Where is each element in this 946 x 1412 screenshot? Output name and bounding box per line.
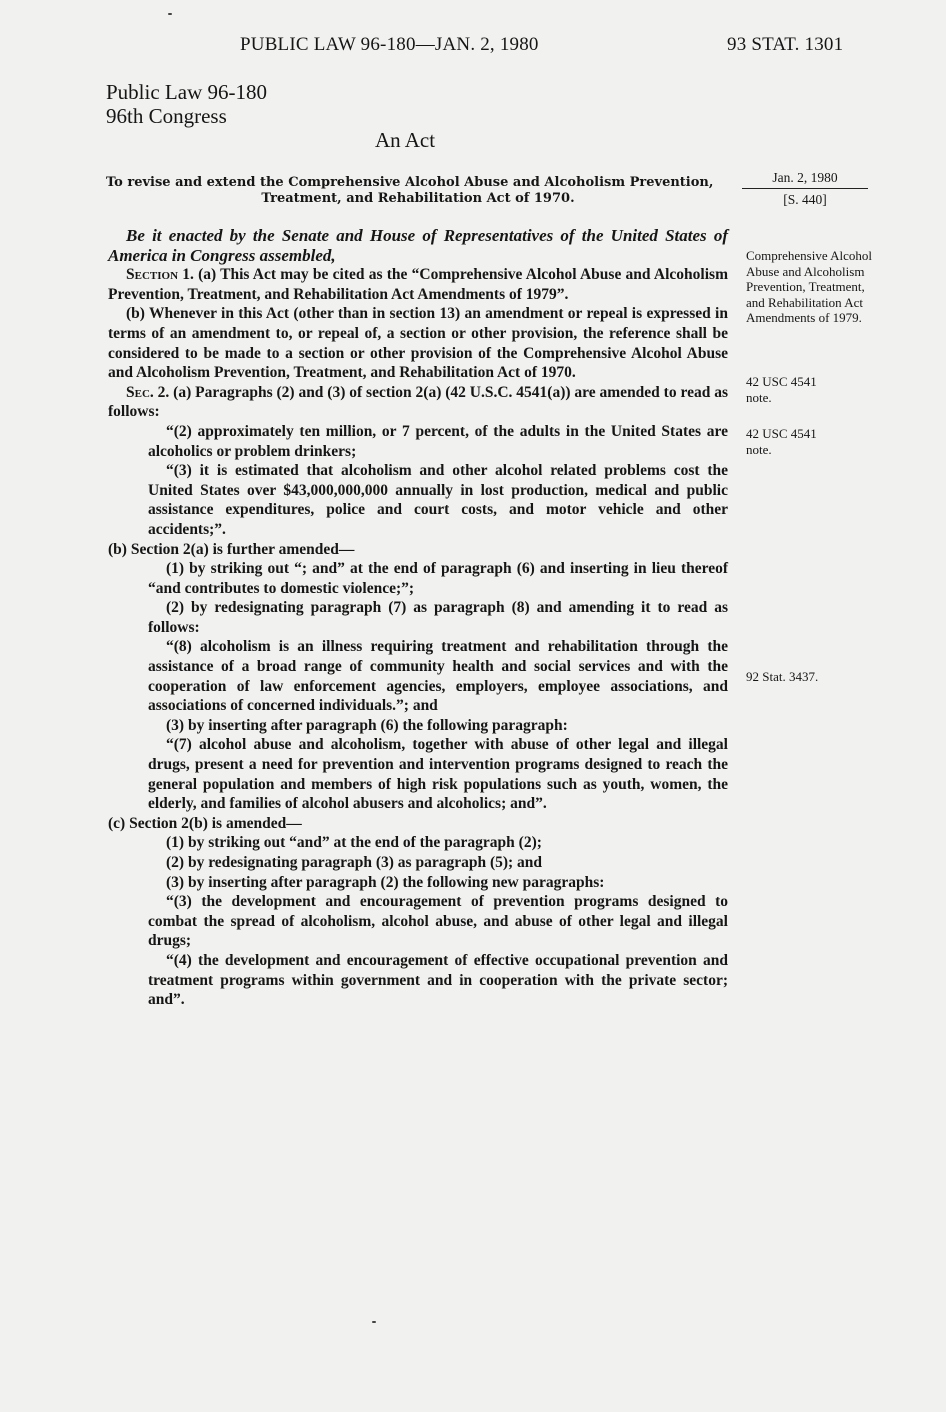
scan-speck [372, 1321, 376, 1323]
margin-note-usc-2-line-1: 42 USC 4541 [746, 426, 817, 441]
margin-note-usc-2 [746, 426, 886, 457]
section-1-label: Section 1. [126, 266, 194, 284]
section-1a-text: (a) This Act may be cited as the “Comprehensive Alcohol Abuse and Alcoholism Prevention, Treatment, and Rehabilitation Act Amendments of 1979”. [108, 266, 728, 303]
running-header: PUBLIC LAW 96-180—JAN. 2, 1980 [240, 34, 539, 55]
public-law-number: Public Law 96-180 [106, 80, 267, 104]
enactment-date-box [742, 170, 868, 208]
section-2a-text: (a) Paragraphs (2) and (3) of section 2(a) (42 U.S.C. 4541(a)) are amended to read as follows: [108, 383, 728, 421]
congress-number: 96th Congress [106, 104, 227, 128]
new-paragraph-4: “(4) the development and encouragement of effective occupational prevention and treatment programs within government and in cooperation with the private sector; and”. [148, 951, 728, 1009]
scan-speck [168, 13, 172, 15]
purpose-line-1: To revise and extend the Comprehensive Alcohol Abuse and Alcoholism Prevention, [106, 175, 714, 190]
section-2c: (c) Section 2(b) is amended— [108, 814, 302, 832]
section-1a [108, 265, 728, 304]
section-2b: (b) Section 2(a) is further amended— [108, 540, 355, 558]
section-1b: (b) Whenever in this Act (other than in section 13) an amendment or repeal is expressed in terms of an amendment to, or repeal of, a section or other provision, the reference shall be considered to be made to a section or other provision of the Comprehensive Alcohol Abuse and Alcoholism Prevention, Treatment, and Rehabilitation Act of 1970. [108, 305, 728, 382]
new-paragraph-3: “(3) the development and encouragement of prevention programs designed to combat the spread of alcoholism, alcohol abuse, and abuse of other legal and illegal drugs; [148, 893, 728, 950]
act-heading: An Act [375, 128, 436, 152]
section-2c-item-2: (2) by redesignating paragraph (3) as paragraph (5); and [166, 854, 543, 871]
margin-note-usc-1-line-2: note. [746, 389, 772, 405]
section-2c-item-1: (1) by striking out “and” at the end of the paragraph (2); [166, 834, 542, 852]
margin-note-stat-reference: 92 Stat. 3437. [746, 669, 819, 684]
quoted-paragraph-2: “(2) approximately ten million, or 7 percent, of the adults in the United States are alcoholics or problem drinkers; [148, 422, 728, 460]
section-2b-item-1: (1) by striking out “; and” at the end of paragraph (6) and inserting in lieu thereof “and contributes to domestic violence;”; [148, 560, 728, 597]
section-2b-item-2: (2) by redesignating paragraph (7) as paragraph (8) and amending it to read as follows: [148, 599, 728, 636]
purpose-line-2: Treatment, and Rehabilitation Act of 1970. [261, 191, 575, 206]
quoted-paragraph-3: “(3) it is estimated that alcoholism and other alcohol related problems cost the United States over $43,000,000,000 annually in lost production, medical and public assistance expenditures, police and court costs, and motor vehicle and other accidents;”. [148, 462, 728, 538]
enacting-clause: Be it enacted by the Senate and House of Representatives of the United States of America in Congress assembled, [108, 226, 728, 265]
quoted-paragraph-7: “(7) alcohol abuse and alcoholism, together with abuse of other legal and illegal drugs, present a need for prevention and intervention programs designed to reach the general population and members of high risk populations such as youth, women, the elderly, and families of alcohol abusers and alcoholics; and”. [148, 736, 728, 813]
section-2-label: Sec. 2. [126, 383, 170, 401]
margin-note-short-title: Comprehensive Alcohol Abuse and Alcoholism Prevention, Treatment, and Rehabilitation Act Amendments of 1979. [746, 248, 873, 325]
enactment-date: Jan. 2, 1980 [742, 170, 868, 189]
margin-note-usc-2-line-2: note. [746, 441, 772, 457]
section-2c-item-3: (3) by inserting after paragraph (2) the following new paragraphs: [166, 873, 605, 891]
section-2a [108, 383, 728, 422]
section-2b-item-3: (3) by inserting after paragraph (6) the following paragraph: [166, 716, 568, 734]
statute-page-number: 93 STAT. 1301 [727, 34, 844, 55]
bill-number: [S. 440] [783, 192, 827, 207]
margin-note-usc-1 [746, 374, 886, 405]
margin-note-usc-1-line-1: 42 USC 4541 [746, 374, 817, 389]
act-purpose [106, 175, 730, 207]
act-body [108, 226, 728, 1010]
quoted-paragraph-8: “(8) alcoholism is an illness requiring treatment and rehabilitation through the assistance of a broad range of community health and social services and with the cooperation of law enforcement agencies, employers, employee associations, and associations of concerned individuals.”; and [148, 638, 728, 715]
